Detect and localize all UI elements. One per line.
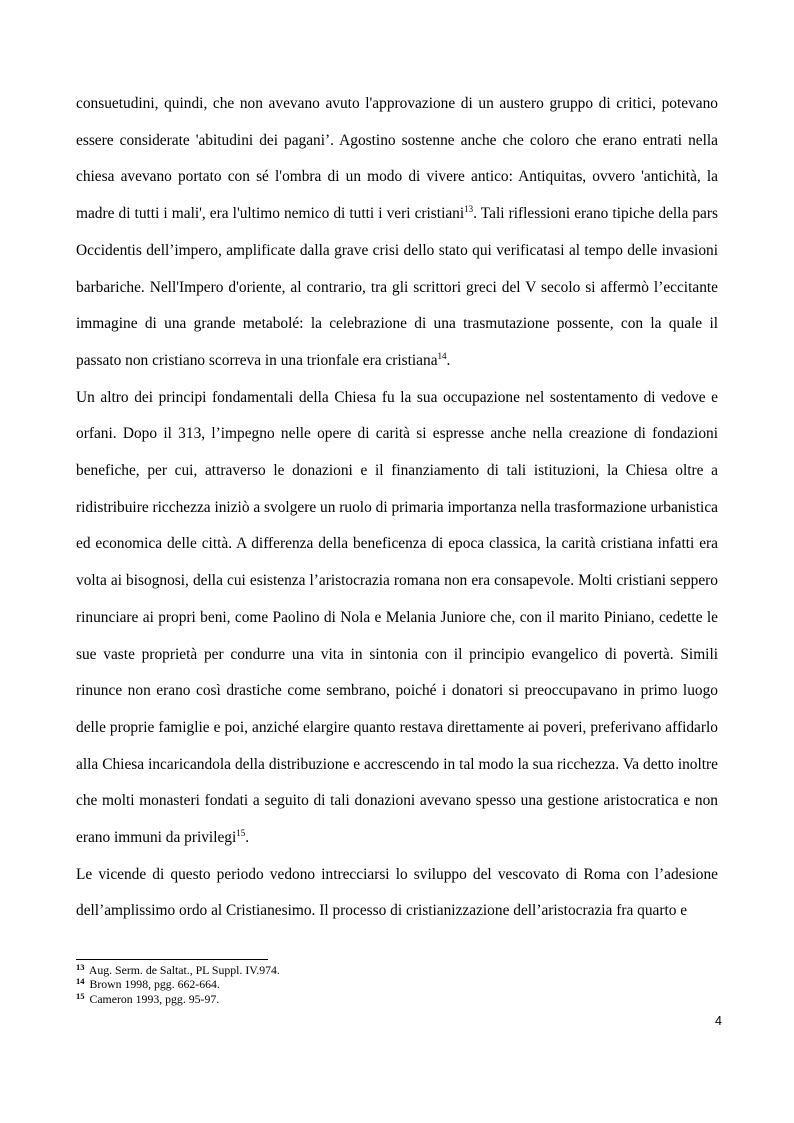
footnote-text: Brown 1998, pgg. 662-664. [89,977,220,992]
paragraph-2 [76,380,718,857]
footnote-13 [76,963,718,977]
paragraph-1 [76,86,718,380]
paragraph-text: . [245,829,250,847]
footnote-14 [76,977,718,991]
paragraph-text: consuetudini, quindi, che non avevano avuto l'approvazione di un austero gruppo di critici, potevano essere considerate 'abitudini dei pagani’. Agostino sostenne anche che coloro che erano entrati nella chiesa avevano portato con sé l'ombra di un modo di vivere antico: Antiquitas, ovvero 'antichità, la madre di tutti i mali', era l'ultimo nemico di tutti i veri cristiani [76,95,718,223]
footnote-15 [76,992,718,1006]
footnote-ref-15[interactable]: 15 [236,828,246,839]
body-text [76,86,718,930]
footnote-number: 15 [76,990,85,1001]
paragraph-text: Un altro dei principi fondamentali della Chiesa fu la sua occupazione nel sostentamento di vedove e orfani. Dopo il 313, l’impegno nelle opere di carità si espresse anche nella creazione di fondazioni benefiche, per cui, attraverso le donazioni e il finanziamento di tali istituzioni, la Chiesa oltre a ridistribuire ricchezza iniziò a svolgere un ruolo di primaria importanza nella trasformazione urbanistica ed economica delle città. A differenza della beneficenza di epoca classica, la carità cristiana infatti era volta ai bisognosi, della cui esistenza l’aristocrazia romana non era consapevole. Molti cristiani seppero rinunciare ai propri beni, come Paolino di Nola e Melania Juniore che, con il marito Piniano, cedette le sue vaste proprietà per condurre una vita in sintonia con il principio evangelico di povertà. Simili rinunce non erano così drastiche come sembrano, poiché i donatori si preoccupavano in primo luogo delle proprie famiglie e poi, anziché elargire quanto restava direttamente ai poveri, preferivano affidarlo alla Chiesa incaricandola della distribuzione e accrescendo in tal modo la sua ricchezza. Va detto inoltre che molti monasteri fondati a seguito di tali donazioni avevano spesso una gestione aristocratica e non erano immuni da privilegi [76,388,718,847]
footnote-ref-13[interactable]: 13 [464,204,474,215]
footnote-number: 14 [76,976,85,987]
footnote-number: 13 [76,962,85,972]
paragraph-text: . Tali riflessioni erano tipiche della pars Occidentis dell’impero, amplificate dalla grave crisi dello stato qui verificatasi al tempo delle invasioni barbariche. Nell'Impero d'oriente, al contrario, tra gli scrittori greci del V secolo si affermò l’eccitante immagine di una grande metabolé: la celebrazione di una trasmutazione possente, con la quale il passato non cristiano scorreva in una trionfale era cristiana [76,205,718,369]
paragraph-3 [76,857,718,930]
paragraph-text: . [446,351,451,369]
page-number: 4 [715,1014,722,1028]
footnote-text: Aug. Serm. de Saltat., PL Suppl. IV.974. [88,963,280,977]
footnote-separator [76,959,268,960]
footnote-text: Cameron 1993, pgg. 95-97. [89,991,220,1006]
paragraph-text: Le vicende di questo periodo vedono intrecciarsi lo sviluppo del vescovato di Roma con l’adesione dell’amplissimo ordo al Cristianesimo. Il processo di cristianizzazione dell’aristocrazia fra quarto e [76,865,718,920]
footnote-ref-14[interactable]: 14 [437,350,447,361]
footnotes-list [76,963,718,1006]
